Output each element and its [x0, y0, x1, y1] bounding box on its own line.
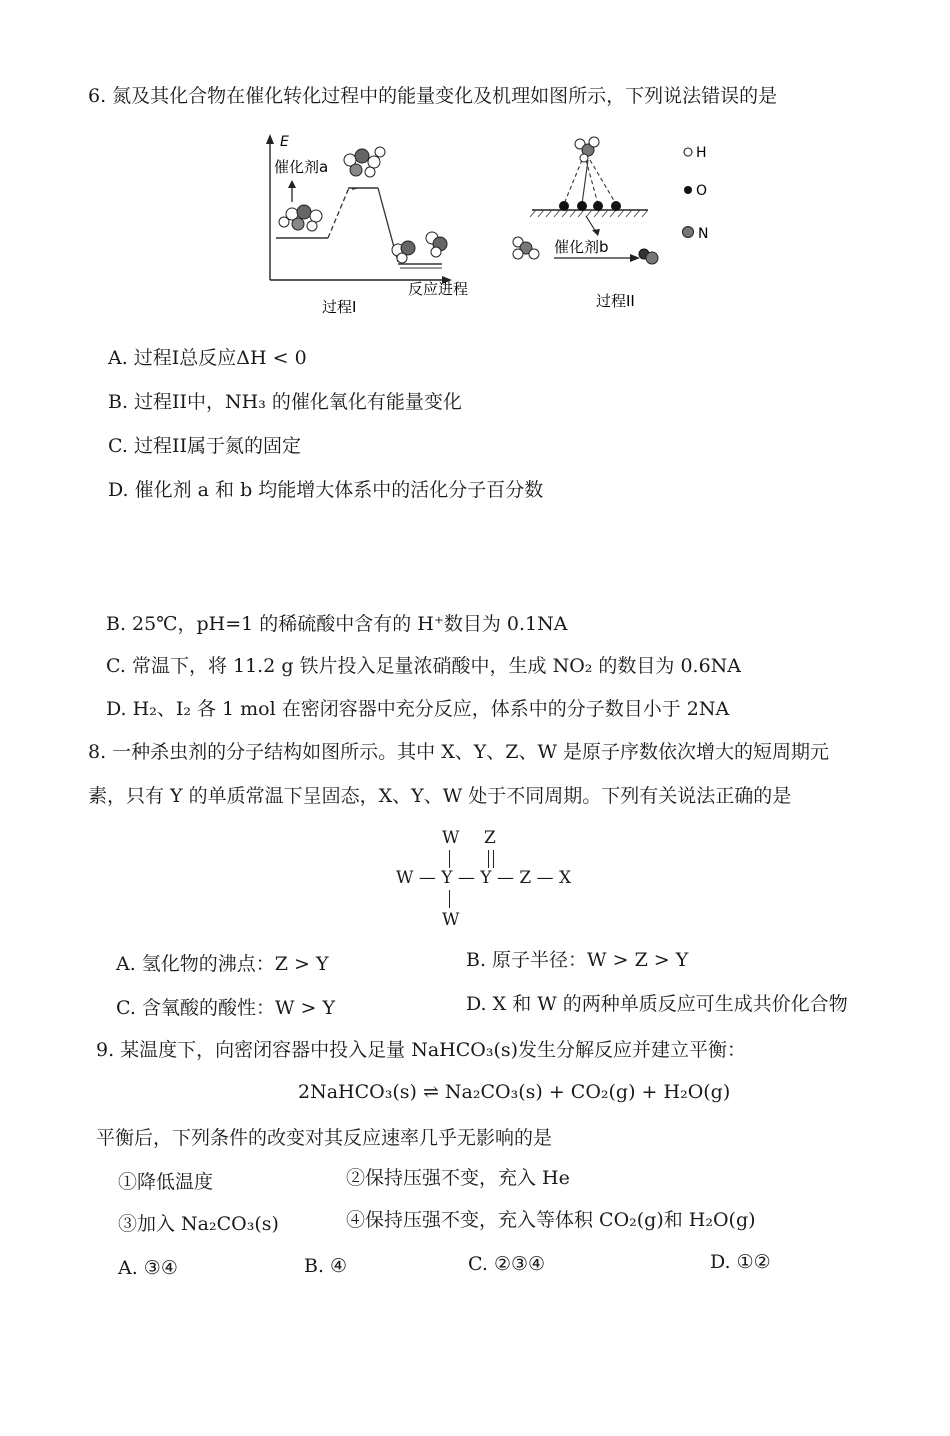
q8-option-a: A. 氢化物的沸点：Z > Y: [116, 953, 329, 975]
q7-option-d: D. H₂、I₂ 各 1 mol 在密闭容器中充分反应，体系中的分子数目小于 2NA: [106, 698, 730, 720]
structure-main-row: W — Y — Y — Z — X: [396, 868, 572, 888]
adsorbed-molecule-icon: [575, 137, 599, 162]
catalyst-a-label: 催化剂a: [274, 158, 329, 176]
q8-option-c: C. 含氧酸的酸性：W > Y: [116, 997, 336, 1019]
q9-equation: 2NaHCO₃(s) ⇌ Na₂CO₃(s) + CO₂(g) + H₂O(g): [298, 1081, 731, 1103]
reaction-progress-label: 反应进程: [408, 280, 469, 298]
reactant-cluster-icon: [279, 205, 322, 231]
product-molecules-icon: [392, 232, 447, 263]
q6-diagram: [180, 130, 940, 330]
q8-stem-line2: 素，只有 Y 的单质常温下呈固态，X、Y、W 处于不同周期。下列有关说法正确的是: [88, 785, 792, 807]
catalyst-b-label: 催化剂b: [554, 238, 609, 256]
q6-option-c: C. 过程II属于氮的固定: [108, 435, 301, 457]
axis-e-label: E: [280, 134, 289, 150]
q9-condition-4: ④保持压强不变，充入等体积 CO₂(g)和 H₂O(g): [346, 1209, 756, 1231]
q8-option-b: B. 原子半径：W > Z > Y: [466, 949, 689, 971]
q8-stem-line1: 8. 一种杀虫剂的分子结构如图所示。其中 X、Y、Z、W 是原子序数依次增大的短周期元: [88, 741, 830, 763]
q9-stem: 9. 某温度下，向密闭容器中投入足量 NaHCO₃(s)发生分解反应并建立平衡：: [96, 1039, 747, 1061]
single-bond-bottom: [449, 890, 450, 908]
q7-option-b: B. 25℃，pH=1 的稀硫酸中含有的 H⁺数目为 0.1NA: [106, 613, 568, 635]
nh3-molecule-icon: [513, 237, 539, 259]
process1-energy-diagram: [266, 134, 468, 316]
q7-option-c: C. 常温下，将 11.2 g 铁片投入足量浓硝酸中，生成 NO₂ 的数目为 0.6NA: [106, 655, 742, 677]
process2-label: 过程II: [596, 292, 635, 310]
no-molecule-icon: [639, 249, 658, 264]
atom-legend: [683, 145, 709, 242]
structure-top-z: Z: [484, 828, 496, 848]
structure-bottom-w: W: [442, 910, 460, 930]
q9-option-d: D. ①②: [710, 1251, 771, 1273]
q8-molecular-structure: [390, 826, 610, 934]
q6-option-b: B. 过程II中，NH₃ 的催化氧化有能量变化: [108, 391, 462, 413]
process1-label: 过程I: [322, 298, 357, 316]
structure-top-w: W: [442, 828, 460, 848]
q9-condition-1: ①降低温度: [118, 1171, 214, 1193]
q9-stem-line2: 平衡后，下列条件的改变对其反应速率几乎无影响的是: [96, 1127, 553, 1149]
q9-option-c: C. ②③④: [468, 1253, 546, 1275]
legend-n: N: [698, 226, 709, 242]
q6-stem: 6. 氮及其化合物在催化转化过程中的能量变化及机理如图所示，下列说法错误的是: [88, 85, 778, 107]
q9-condition-2: ②保持压强不变，充入 He: [346, 1167, 570, 1189]
process2-mechanism-diagram: [513, 137, 658, 310]
q9-option-b: B. ④: [304, 1255, 348, 1277]
q9-option-a: A. ③④: [118, 1257, 178, 1279]
q9-condition-3: ③加入 Na₂CO₃(s): [118, 1213, 279, 1235]
q8-option-d: D. X 和 W 的两种单质反应可生成共价化合物: [466, 993, 848, 1015]
legend-h: H: [696, 145, 707, 161]
transition-cluster-icon: [344, 147, 385, 177]
q6-option-a: A. 过程I总反应ΔH < 0: [108, 347, 307, 369]
q6-option-d: D. 催化剂 a 和 b 均能增大体系中的活化分子百分数: [108, 479, 544, 501]
legend-o: O: [696, 183, 708, 199]
